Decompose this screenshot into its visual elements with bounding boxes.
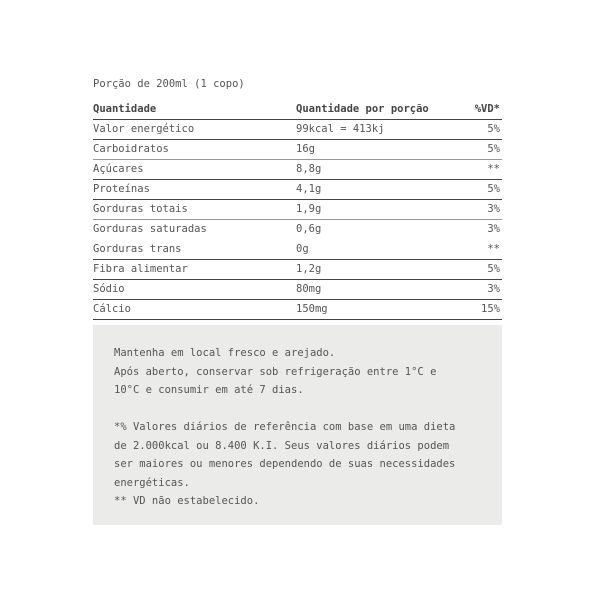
- nutrient-amount: 0g: [296, 243, 309, 255]
- table-row: [93, 160, 502, 180]
- nutrient-vd: **: [487, 243, 500, 255]
- nutrient-vd: 15%: [481, 303, 500, 315]
- portion-size: Porção de 200ml (1 copo): [93, 78, 245, 90]
- nutrient-amount: 150mg: [296, 303, 328, 315]
- nutrient-name: Cálcio: [93, 303, 131, 315]
- nutrient-vd: 3%: [487, 203, 500, 215]
- nutrient-name: Gorduras trans: [93, 243, 182, 255]
- storage-note: 10°C e consumir em até 7 dias.: [114, 384, 304, 396]
- table-row: [93, 260, 502, 280]
- nutrient-vd: 5%: [487, 263, 500, 275]
- header-amount-per-portion: Quantidade por porção: [296, 103, 429, 115]
- nutrient-name: Gorduras totais: [93, 203, 188, 215]
- nutrient-amount: 99kcal = 413kj: [296, 123, 385, 135]
- table-row: [93, 180, 502, 200]
- nutrient-name: Sódio: [93, 283, 125, 295]
- nutrient-name: Fibra alimentar: [93, 263, 188, 275]
- nutrient-vd: 5%: [487, 143, 500, 155]
- nutrient-vd: 3%: [487, 223, 500, 235]
- table-row: [93, 280, 502, 300]
- nutrient-name: Açúcares: [93, 163, 144, 175]
- footnote: de 2.000kcal ou 8.400 K.I. Seus valores diários podem: [114, 439, 450, 452]
- nutrient-name: Valor energético: [93, 123, 195, 135]
- nutrient-name: Gorduras saturadas: [93, 223, 207, 235]
- table-header: [93, 100, 502, 120]
- nutrient-amount: 8,8g: [296, 163, 322, 175]
- footnote: energéticas.: [114, 476, 190, 489]
- header-daily-value: %VD*: [474, 103, 500, 115]
- nutrient-vd: **: [487, 163, 500, 175]
- nutrient-amount: 4,1g: [296, 183, 322, 195]
- storage-note: Mantenha em local fresco e arejado.: [114, 347, 336, 359]
- nutrient-amount: 16g: [296, 143, 315, 155]
- nutrient-amount: 0,6g: [296, 223, 322, 235]
- footnote: *% Valores diários de referência com base em uma dieta: [114, 421, 456, 433]
- storage-notes-box: [93, 325, 502, 525]
- nutrient-vd: 3%: [487, 283, 500, 295]
- nutrient-vd: 5%: [487, 123, 500, 135]
- footnote: ** VD não estabelecido.: [114, 495, 260, 507]
- nutrition-table: [93, 100, 502, 320]
- nutrient-name: Carboidratos: [93, 143, 169, 155]
- nutrient-amount: 1,9g: [296, 203, 322, 215]
- table-row: [93, 120, 502, 140]
- table-row: [93, 240, 502, 260]
- nutrient-amount: 1,2g: [296, 263, 322, 275]
- footnote: ser maiores ou menores dependendo de suas necessidades: [114, 458, 456, 470]
- nutrient-vd: 5%: [487, 183, 500, 195]
- table-row: [93, 200, 502, 220]
- header-quantity: Quantidade: [93, 103, 157, 115]
- storage-note: Após aberto, conservar sob refrigeração entre 1°C e: [114, 365, 437, 378]
- nutrient-amount: 80mg: [296, 283, 322, 295]
- nutrient-name: Proteínas: [93, 183, 150, 195]
- table-row: [93, 140, 502, 160]
- table-row: [93, 220, 502, 240]
- table-row: [93, 300, 502, 320]
